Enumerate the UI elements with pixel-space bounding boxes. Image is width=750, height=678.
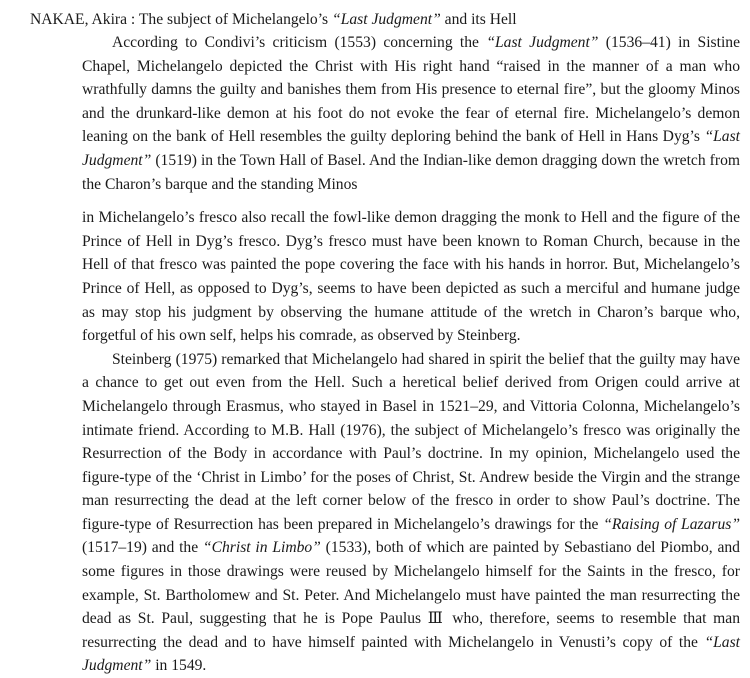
paragraph-2-text: in Michelangelo’s fresco also recall the fowl-like demon dragging the monk to Hell and the figure of the Prince of Hell in Dyg’s fresco. Dyg’s fresco must have been known to Roman Church, because in the Hell of that fresco was painted the pope covering the face with his hands in horror. But, Michelangelo’s Prince of Hell, as opposed to Dyg’s, seems to have been depicted as such a merciful and humane judge as may stop his judgment by observing the humane attitude of the wretch in Charon’s barque who, forgetful of his own self, helps his comrade, as observed by Steinberg.: [82, 209, 740, 345]
paragraph-1-text-2: (1536–41) in Sistine Chapel, Michelangelo depicted the Christ with His right hand “raised in the manner of a man who wrathfully damns the guilty and banishes them from His presence to eternal fire”, but the gloomy Minos and the drunkard-like demon at his foot do not evoke the fear of eternal fire. Michelangelo’s demon leaning on the bank of Hell resembles the guilty deploring behind the bank of Hell in Hans Dyg’s: [82, 34, 740, 146]
paragraph-2: [30, 206, 740, 348]
paragraph-3-italic-2: “Christ in Limbo”: [202, 539, 321, 557]
paragraph-3: [30, 348, 740, 678]
paragraph-3-italic-3: “Last Judgment”: [82, 633, 740, 675]
heading-artwork-title: “Last Judgment”: [332, 11, 441, 28]
heading-text-pre: The subject of Michelangelo’s: [138, 11, 333, 28]
paragraph-3-italic-1: “Raising of Lazarus”: [603, 515, 740, 533]
author-name: NAKAE, Akira: [30, 11, 128, 28]
paragraph-3-text-4: in 1549.: [151, 657, 207, 675]
article-heading: [30, 8, 740, 31]
paragraph-3-text-3: (1533), both of which are painted by Sebastiano del Piombo, and some figures in those drawings were reused by Michelangelo himself for the Saints in the fresco, for example, St. Bartholomew and St. Peter. And Michelangelo must have painted the man resurrecting the dead as St. Paul, suggesting that he is Pope Paulus Ⅲ who, therefore, seems to resemble that man resurrecting the dead and to have himself painted with Michelangelo in Venusti’s copy of the: [82, 539, 740, 651]
paragraph-1-italic-2: “Last Judgment”: [82, 128, 740, 169]
paragraph-1-text-1: According to Condivi’s criticism (1553) concerning the: [112, 34, 487, 51]
paper-page: [30, 8, 740, 678]
paragraph-1-text-3: (1519) in the Town Hall of Basel. And the Indian-like demon dragging down the wretch from the Charon’s barque and the standing Minos: [82, 151, 740, 193]
paragraph-3-text-2: (1517–19) and the: [82, 539, 203, 557]
paragraph-1-italic-1: “Last Judgment”: [486, 34, 599, 51]
paragraph-1: [30, 31, 740, 196]
heading-separator: :: [127, 11, 139, 28]
paragraph-3-text-1: Steinberg (1975) remarked that Michelangelo had shared in spirit the belief that the guilty may have a chance to get out even from the Hell. Such a heretical belief derived from Origen could arrive at Michelangelo through Erasmus, who stayed in Basel in 1521–29, and Vittoria Colonna, Michelangelo’s intimate friend. According to M.B. Hall (1976), the subject of Michelangelo’s fresco was originally the Resurrection of the Body in accordance with Paul’s doctrine. In my opinion, Michelangelo used the figure-type of the ‘Christ in Limbo’ for the poses of Christ, St. Andrew beside the Virgin and the strange man resurrecting the dead at the left corner below of the fresco in order to show Paul’s doctrine. The figure-type of Resurrection has been prepared in Michelangelo’s drawings for the: [82, 350, 740, 533]
heading-text-post: and its Hell: [440, 11, 517, 28]
